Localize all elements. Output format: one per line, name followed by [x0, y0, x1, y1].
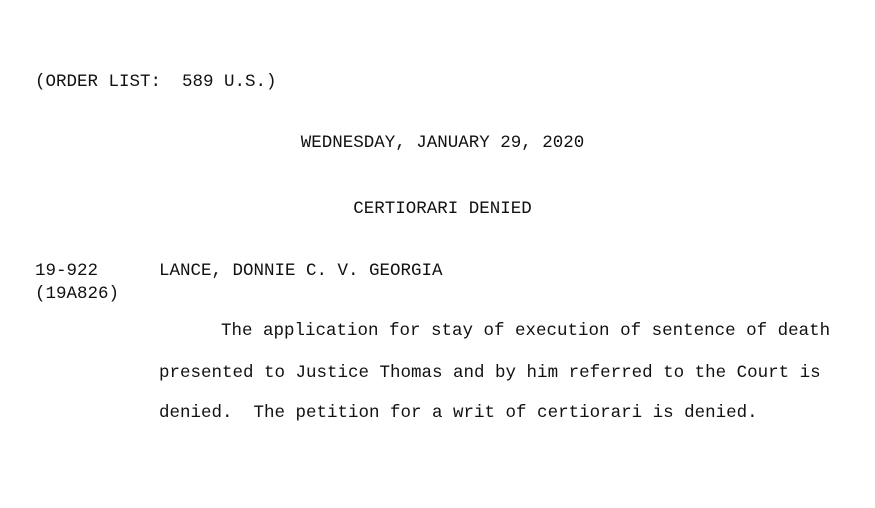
order-list-header: (ORDER LIST: 589 U.S.)	[35, 72, 277, 92]
case-title: LANCE, DONNIE C. V. GEORGIA	[159, 261, 443, 281]
docket-number: 19-922	[35, 261, 99, 281]
application-number: (19A826)	[35, 284, 120, 304]
body-line-2: presented to Justice Thomas and by him referred to the Court is	[159, 363, 821, 383]
order-date: WEDNESDAY, JANUARY 29, 2020	[300, 133, 585, 153]
body-line-3: denied. The petition for a writ of certiorari is denied.	[159, 403, 758, 423]
section-heading: CERTIORARI DENIED	[353, 199, 532, 219]
body-line-1: The application for stay of execution of sentence of death	[221, 321, 831, 341]
